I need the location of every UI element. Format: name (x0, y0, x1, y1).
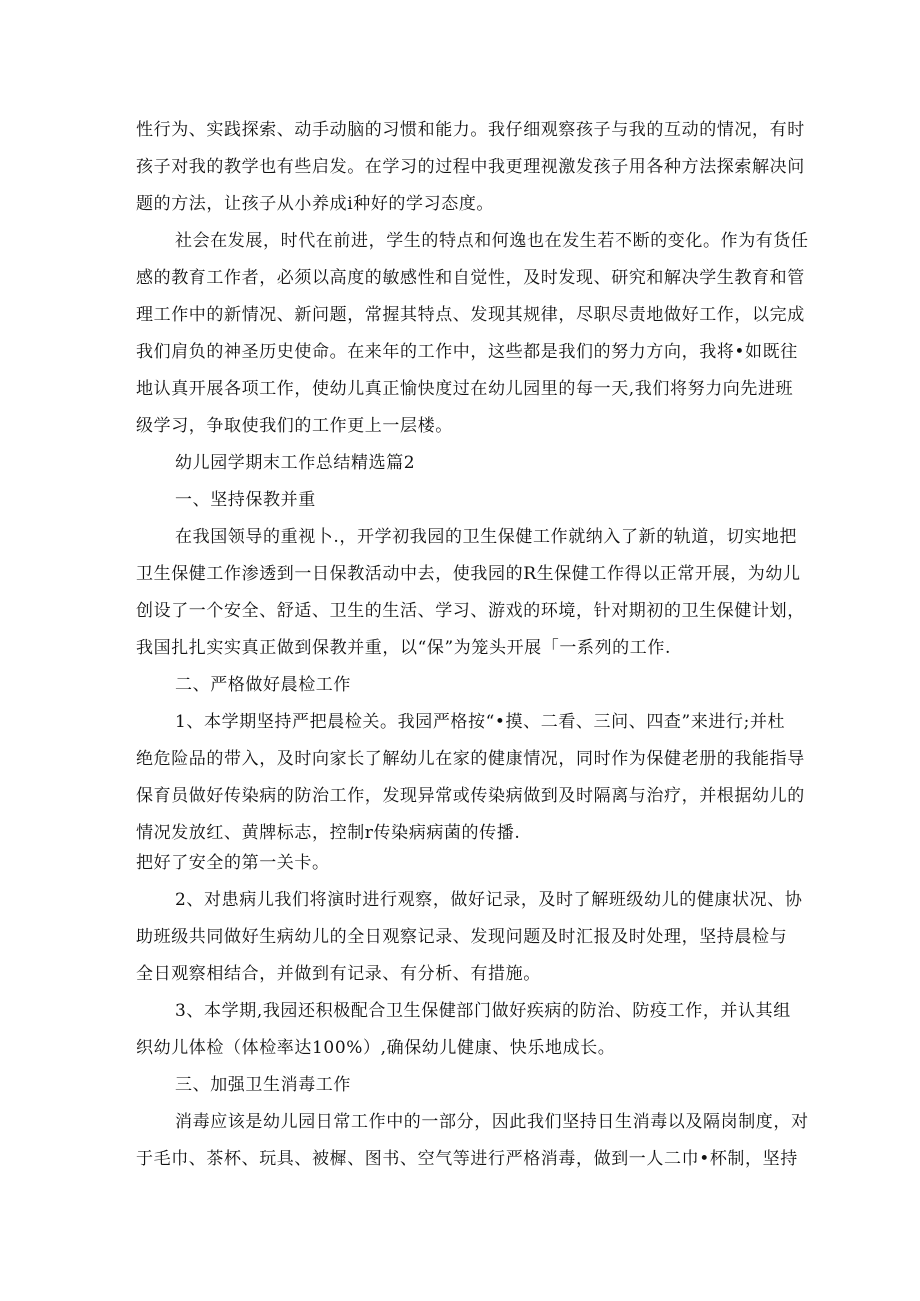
text-line: 绝危险品的带入，及时向家长了解幼儿在家的健康情况，同时作为保健老册的我能指导 (136, 749, 805, 769)
text-line: 保育员做好传染病的防治工作，发现异常或传染病做到及时隔离与治疗，并根据幼儿的 (136, 786, 805, 806)
text-line: 感的教育工作者，必须以高度的敏感性和自觉性，及时发现、研究和解决学生教育和管 (136, 268, 805, 288)
text-line: 1、本学期坚持严把晨检关。我园严格按“•摸、二看、三问、四查”来进行;并杜 (175, 712, 786, 732)
text-line: 社会在发展，时代在前进，学生的特点和何逸也在发生若不断的变化。作为有货任 (175, 231, 809, 251)
text-line: 情况发放红、黄牌标志，控制r传染病病菌的传播. (136, 823, 521, 843)
text-line: 题的方法，让孩子从小养成i种好的学习态度。 (136, 194, 495, 214)
text-line: 于毛巾、茶杯、玩具、被樨、图书、空气等进行严格消毒，做到一人二巾•杯制，坚持 (136, 1149, 798, 1169)
text-line: 理工作中的新情况、新问题，常握其特点、发现其规律，尽职尽责地做好工作，以完成 (136, 305, 805, 325)
section-heading: 一、坚持保教并重 (175, 490, 316, 510)
text-line: 性行为、实践探索、动手动脑的习惯和能力。我仔细观察孩子与我的互动的情况，有时 (136, 120, 805, 140)
text-line: 地认真开展各项工作，使幼儿真正愉快度过在幼儿园里的每一天,我们将努力向先进班 (136, 379, 794, 399)
text-line: 助班级共同做好生病幼儿的全日观察记录、发现问题及时汇报及时处理，坚持晨检与 (136, 927, 788, 947)
text-line: 我们肩负的神圣历史使命。在来年的工作中，这些都是我们的努力方向，我将•如既往 (136, 342, 798, 362)
section-heading: 三、加强卫生消毒工作 (175, 1075, 351, 1095)
text-line: 我国扎扎实实真正做到保教并重，以“保”为笼头开展「一系列的工作. (136, 638, 671, 658)
text-line: 织幼儿体检（体检率达100%）,确保幼儿健康、快乐地成长。 (136, 1038, 616, 1058)
text-line: 3、本学期,我园还积极配合卫生保健部门做好疾病的防治、防疫工作，并认其组 (175, 1001, 791, 1021)
section-heading: 二、严格做好晨检工作 (175, 675, 351, 695)
text-line: 全日观察相结合，并做到有记录、有分析、有措施。 (136, 964, 541, 984)
text-line: 创设了一个安全、舒适、卫生的生活、学习、游戏的环境，针对期初的卫生保健计划， (136, 601, 805, 621)
text-line: 在我国领导的重视卜.，开学初我园的卫生保健工作就纳入了新的轨道，切实地把 (175, 527, 798, 547)
text-line: 把好了安全的第一关卡。 (136, 853, 330, 873)
text-line: 孩子对我的教学也有些启发。在学习的过程中我更理视激发孩子用各种方法探索解决问 (136, 157, 805, 177)
text-line: 级学习，争取使我们的工作更上一层楼。 (136, 416, 453, 436)
text-line: 2、对患病儿我们将演时进行观察，做好记录，及时了解班级幼儿的健康状况、协 (175, 890, 803, 910)
section-title: 幼儿园学期末工作总结精选篇2 (175, 453, 416, 473)
text-line: 消毒应该是幼儿园日常工作中的一部分，因此我们坚持日生消毒以及隔岗制度，对 (175, 1112, 809, 1132)
text-line: 卫生保健工作渗透到一日保教活动中去，使我园的R生保健工作得以正常开展，为幼儿 (136, 564, 801, 584)
